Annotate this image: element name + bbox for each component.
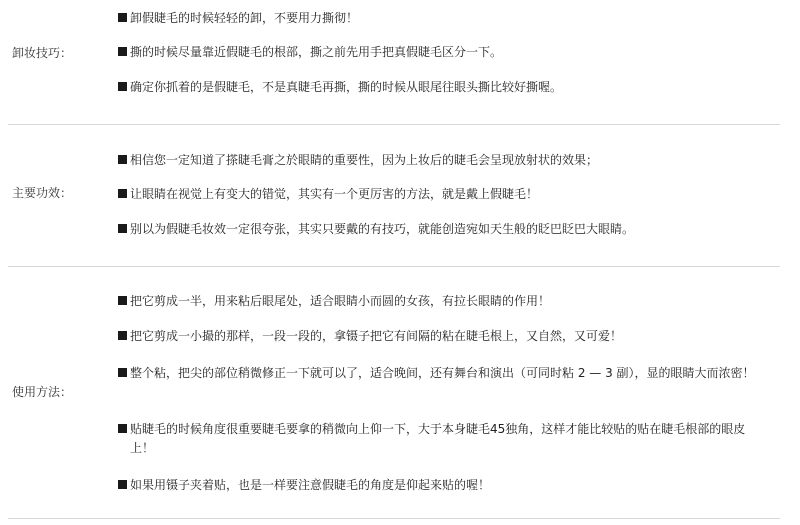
list-item-text: 把它剪成一半，用来粘后眼尾处，适合眼睛小而圆的女孩，有拉长眼睛的作用！ [130,294,551,308]
list-item [118,43,758,62]
list-item [118,151,758,170]
section-label: 主要功效： [12,186,73,200]
list-item-text: 把它剪成一小撮的那样，一段一段的，拿镊子把它有间隔的粘在睫毛根上，又自然，又可爱！ [130,329,623,343]
list-item-text: 让眼睛在视觉上有变大的错觉，其实有一个更厉害的方法，就是戴上假睫毛！ [130,187,539,201]
section-label: 卸妆技巧： [12,46,73,60]
list-item [118,220,758,239]
square-bullet-icon [118,47,127,56]
list-item [118,292,758,311]
square-bullet-icon [118,368,127,377]
square-bullet-icon [118,480,127,489]
list-item-text: 确定你抓着的是假睫毛，不是真睫毛再撕，撕的时候从眼尾往眼头撕比较好撕喔。 [130,80,563,94]
list-item [118,78,758,97]
list-item [118,185,758,204]
square-bullet-icon [118,189,127,198]
list-item [118,420,758,458]
list-item [118,327,758,346]
list-item-text: 如果用镊子夹着贴，也是一样要注意假睫毛的角度是仰起来贴的喔！ [130,478,491,492]
list-item-text: 贴睫毛的时候角度很重要睫毛要拿的稍微向上仰一下，大于本身睫毛45独角，这样才能比较贴的贴在睫毛根部的眼皮上！ [130,422,746,455]
square-bullet-icon [118,13,127,22]
square-bullet-icon [118,296,127,305]
section-label: 使用方法： [12,385,73,399]
list-item-text: 别以为假睫毛妆效一定很夸张，其实只要戴的有技巧，就能创造宛如天生般的眨巴眨巴大眼睛。 [130,222,635,236]
list-item-text: 相信您一定知道了搽睫毛膏之於眼睛的重要性，因为上妆后的睫毛会呈现放射状的效果； [130,153,599,167]
list-item [118,364,758,383]
section-divider [8,518,780,519]
list-item-text: 卸假睫毛的时候轻轻的卸，不要用力撕彻！ [130,11,359,25]
section-divider [8,266,780,267]
section-divider [8,124,780,125]
square-bullet-icon [118,331,127,340]
square-bullet-icon [118,155,127,164]
square-bullet-icon [118,224,127,233]
square-bullet-icon [118,82,127,91]
list-item-text: 撕的时候尽量靠近假睫毛的根部，撕之前先用手把真假睫毛区分一下。 [130,45,503,59]
list-item-text: 整个粘，把尖的部位稍微修正一下就可以了，适合晚间，还有舞台和演出（可同时粘 2 — 3 副），显的眼睛大而浓密！ [130,366,755,380]
list-item [118,476,758,495]
list-item [118,9,758,28]
square-bullet-icon [118,424,127,433]
